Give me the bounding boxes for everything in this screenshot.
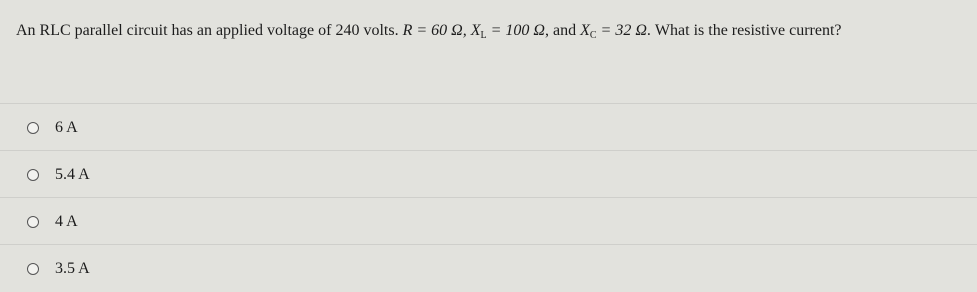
- answer-label: 3.5 A: [55, 260, 90, 277]
- question-intro: An RLC parallel circuit has an applied voltage of 240 volts.: [16, 22, 403, 39]
- answer-label: 5.4 A: [55, 166, 90, 183]
- inductive-reactance-value: $X_L = 100$ Ω: [470, 22, 545, 41]
- answer-label: 6 A: [55, 119, 78, 136]
- question-prompt: . What is the resistive current?: [646, 22, 842, 39]
- radio-button[interactable]: [27, 169, 39, 181]
- question-text: [16, 18, 971, 43]
- capacitive-reactance-value: $X_C = 32$ Ω: [580, 22, 647, 41]
- answer-option-3[interactable]: [0, 197, 977, 244]
- radio-button[interactable]: [27, 122, 39, 134]
- question-and: , and: [544, 22, 581, 39]
- answer-option-1[interactable]: [0, 103, 977, 150]
- answer-option-2[interactable]: [0, 150, 977, 197]
- answer-label: 4 A: [55, 213, 78, 230]
- answer-option-4[interactable]: [0, 244, 977, 291]
- radio-button[interactable]: [27, 263, 39, 275]
- radio-button[interactable]: [27, 216, 39, 228]
- resistance-value: R = 60 Ω,: [402, 22, 471, 39]
- answer-options: [0, 103, 977, 291]
